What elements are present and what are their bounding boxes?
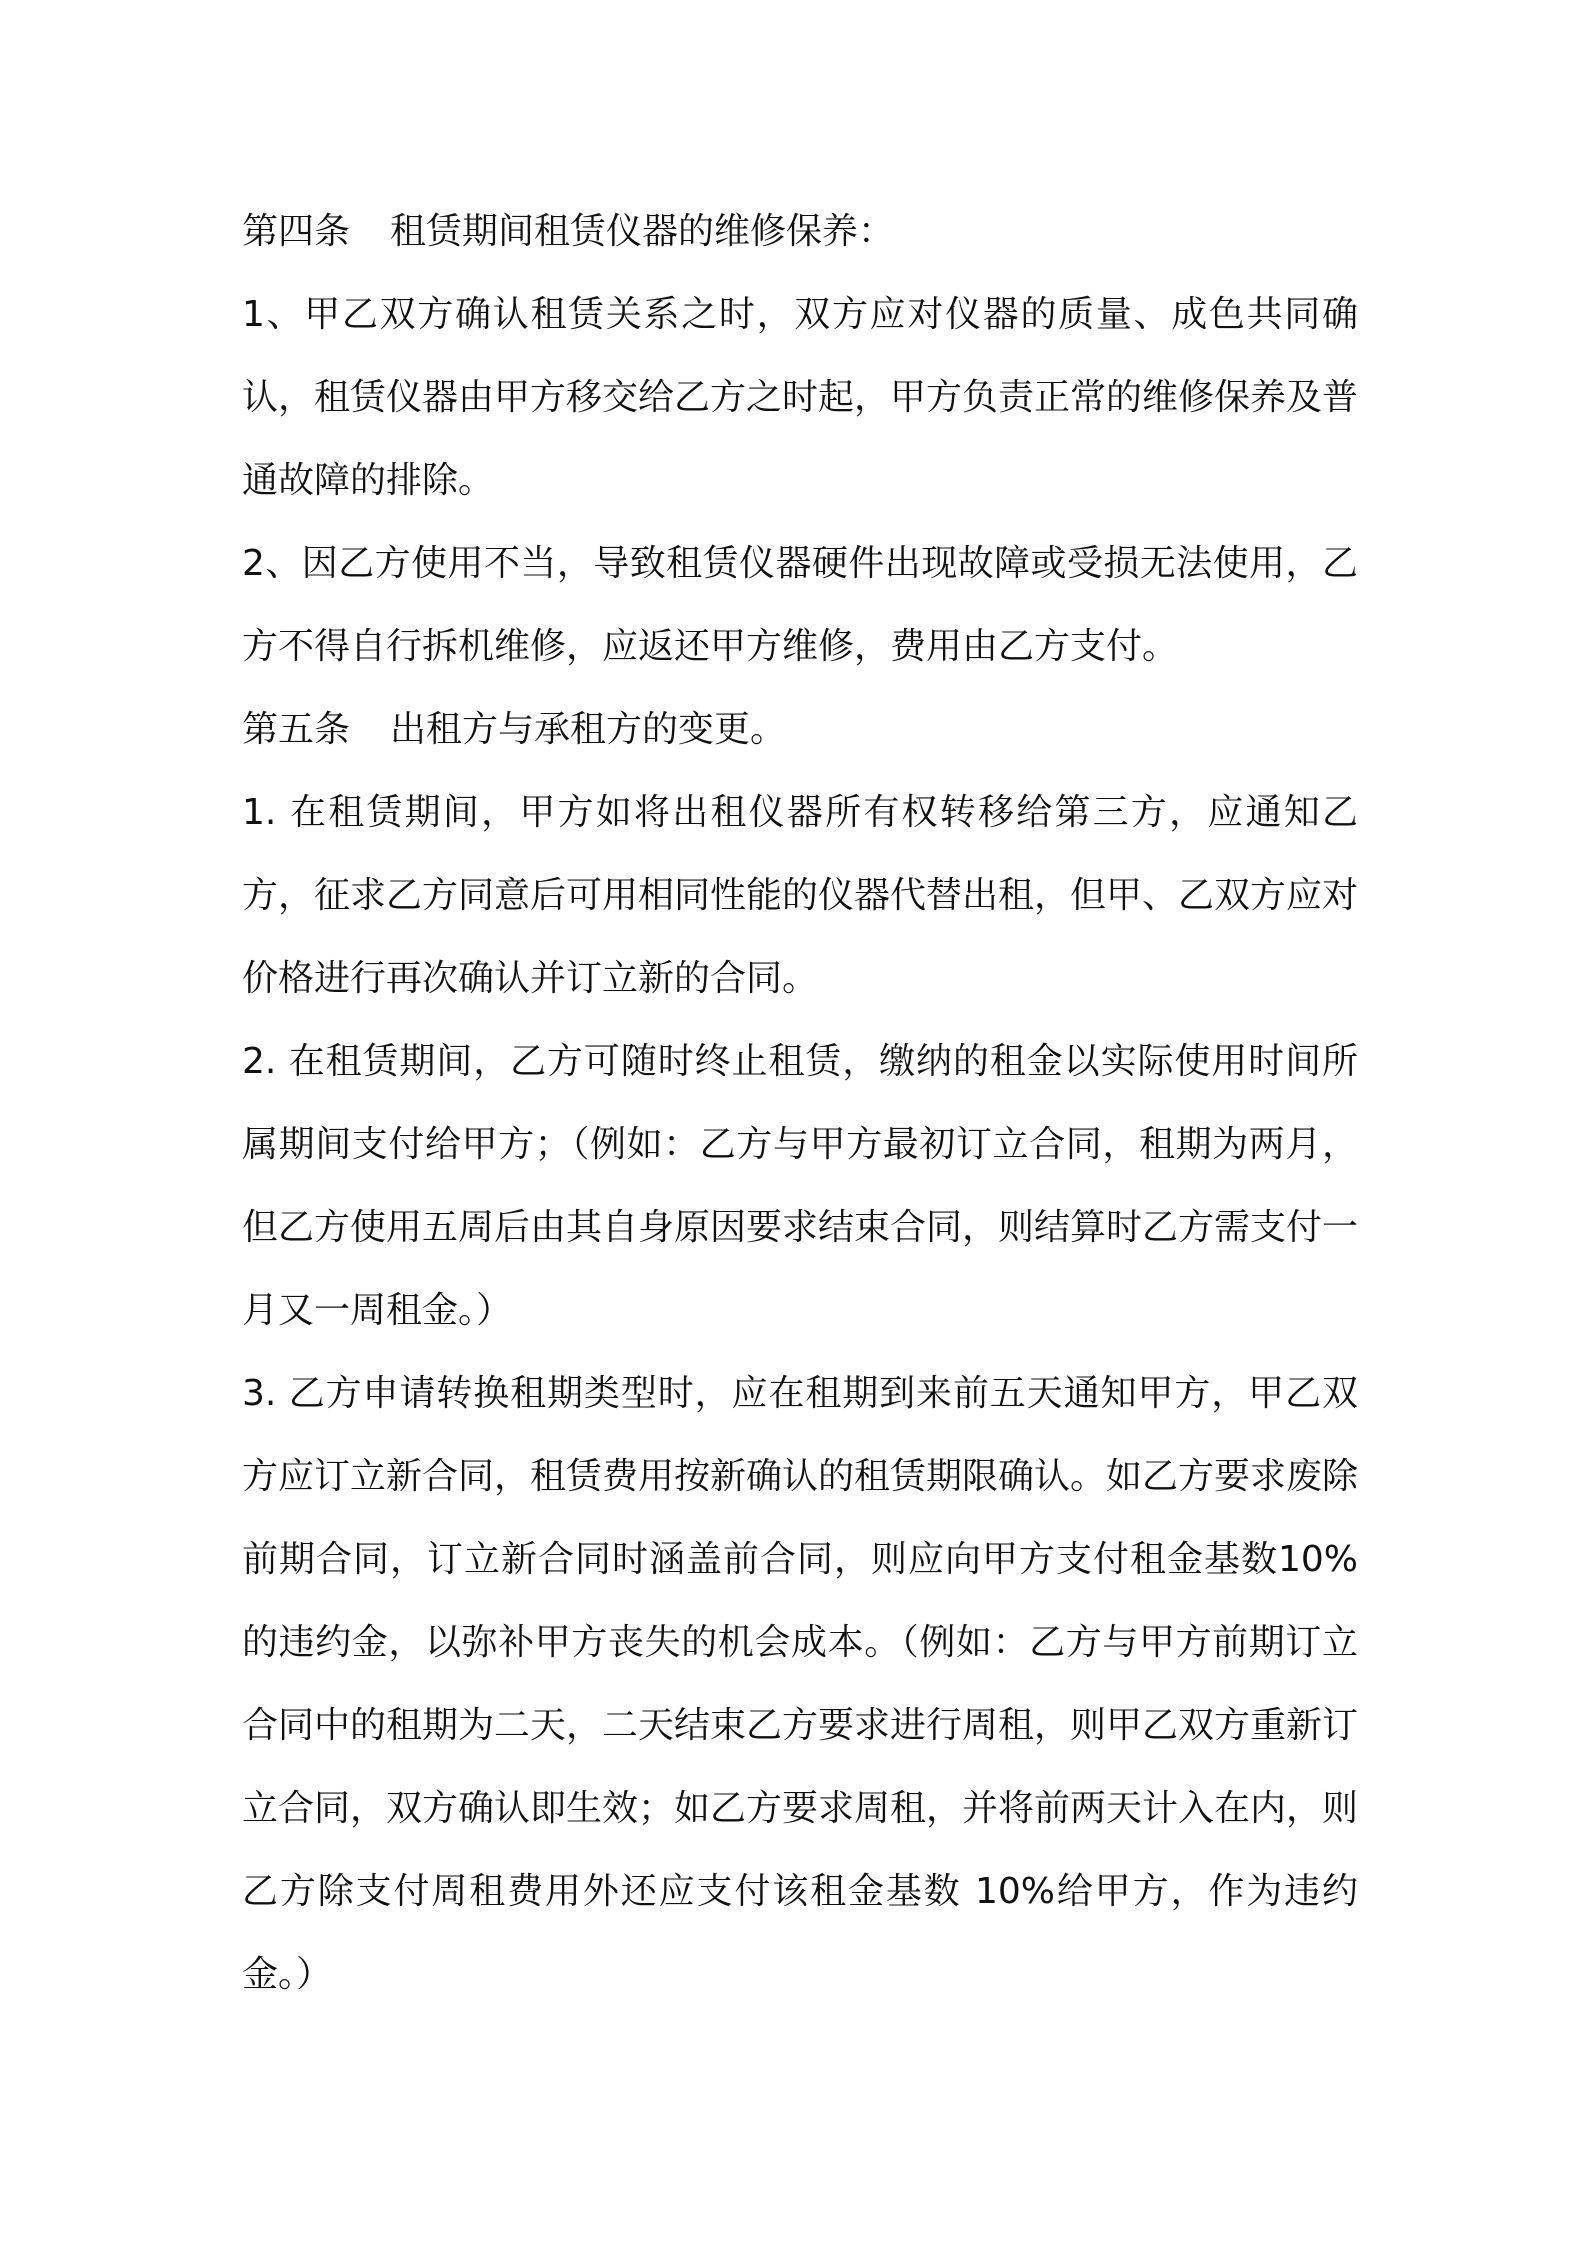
article-4-clause-1: 1、甲乙双方确认租赁关系之时，双方应对仪器的质量、成色共同确认，租赁仪器由甲方移交给乙方之时起，甲方负责正常的维修保养及普通故障的排除。 xyxy=(242,294,1359,501)
article-4-number: 第四条 xyxy=(242,211,351,252)
document-body xyxy=(242,190,1358,2016)
article-4-title: 租赁期间租赁仪器的维修保养： xyxy=(390,211,895,252)
article-5-clause-2: 2. 在租赁期间，乙方可随时终止租赁，缴纳的租金以实际使用时间所属期间支付给甲方；（例如：乙方与甲方最初订立合同，租期为两月，但乙方使用五周后由其自身原因要求结束合同，则结算时乙方需支付一月又一周租金。） xyxy=(242,1041,1359,1331)
article-5-heading xyxy=(242,688,1358,771)
article-4-heading xyxy=(242,190,1358,273)
article-5-title: 出租方与承租方的变更。 xyxy=(390,709,787,750)
article-5-number: 第五条 xyxy=(242,709,351,750)
article-5-clause-3: 3. 乙方申请转换租期类型时，应在租期到来前五天通知甲方，甲乙双方应订立新合同，租赁费用按新确认的租赁期限确认。如乙方要求废除前期合同，订立新合同时涵盖前合同，则应向甲方支付租金基数10%的违约金，以弥补甲方丧失的机会成本。（例如：乙方与甲方前期订立合同中的租期为二天，二天结束乙方要求进行周租，则甲乙双方重新订立合同，双方确认即生效；如乙方要求周租，并将前两天计入在内，则乙方除支付周租费用外还应支付该租金基数 10%给甲方，作为违约金。） xyxy=(242,1373,1359,1995)
article-4-clause-2: 2、因乙方使用不当，导致租赁仪器硬件出现故障或受损无法使用，乙方不得自行拆机维修，应返还甲方维修，费用由乙方支付。 xyxy=(242,543,1358,667)
article-5-clause-1: 1. 在租赁期间，甲方如将出租仪器所有权转移给第三方，应通知乙方，征求乙方同意后可用相同性能的仪器代替出租，但甲、乙双方应对价格进行再次确认并订立新的合同。 xyxy=(242,792,1359,999)
